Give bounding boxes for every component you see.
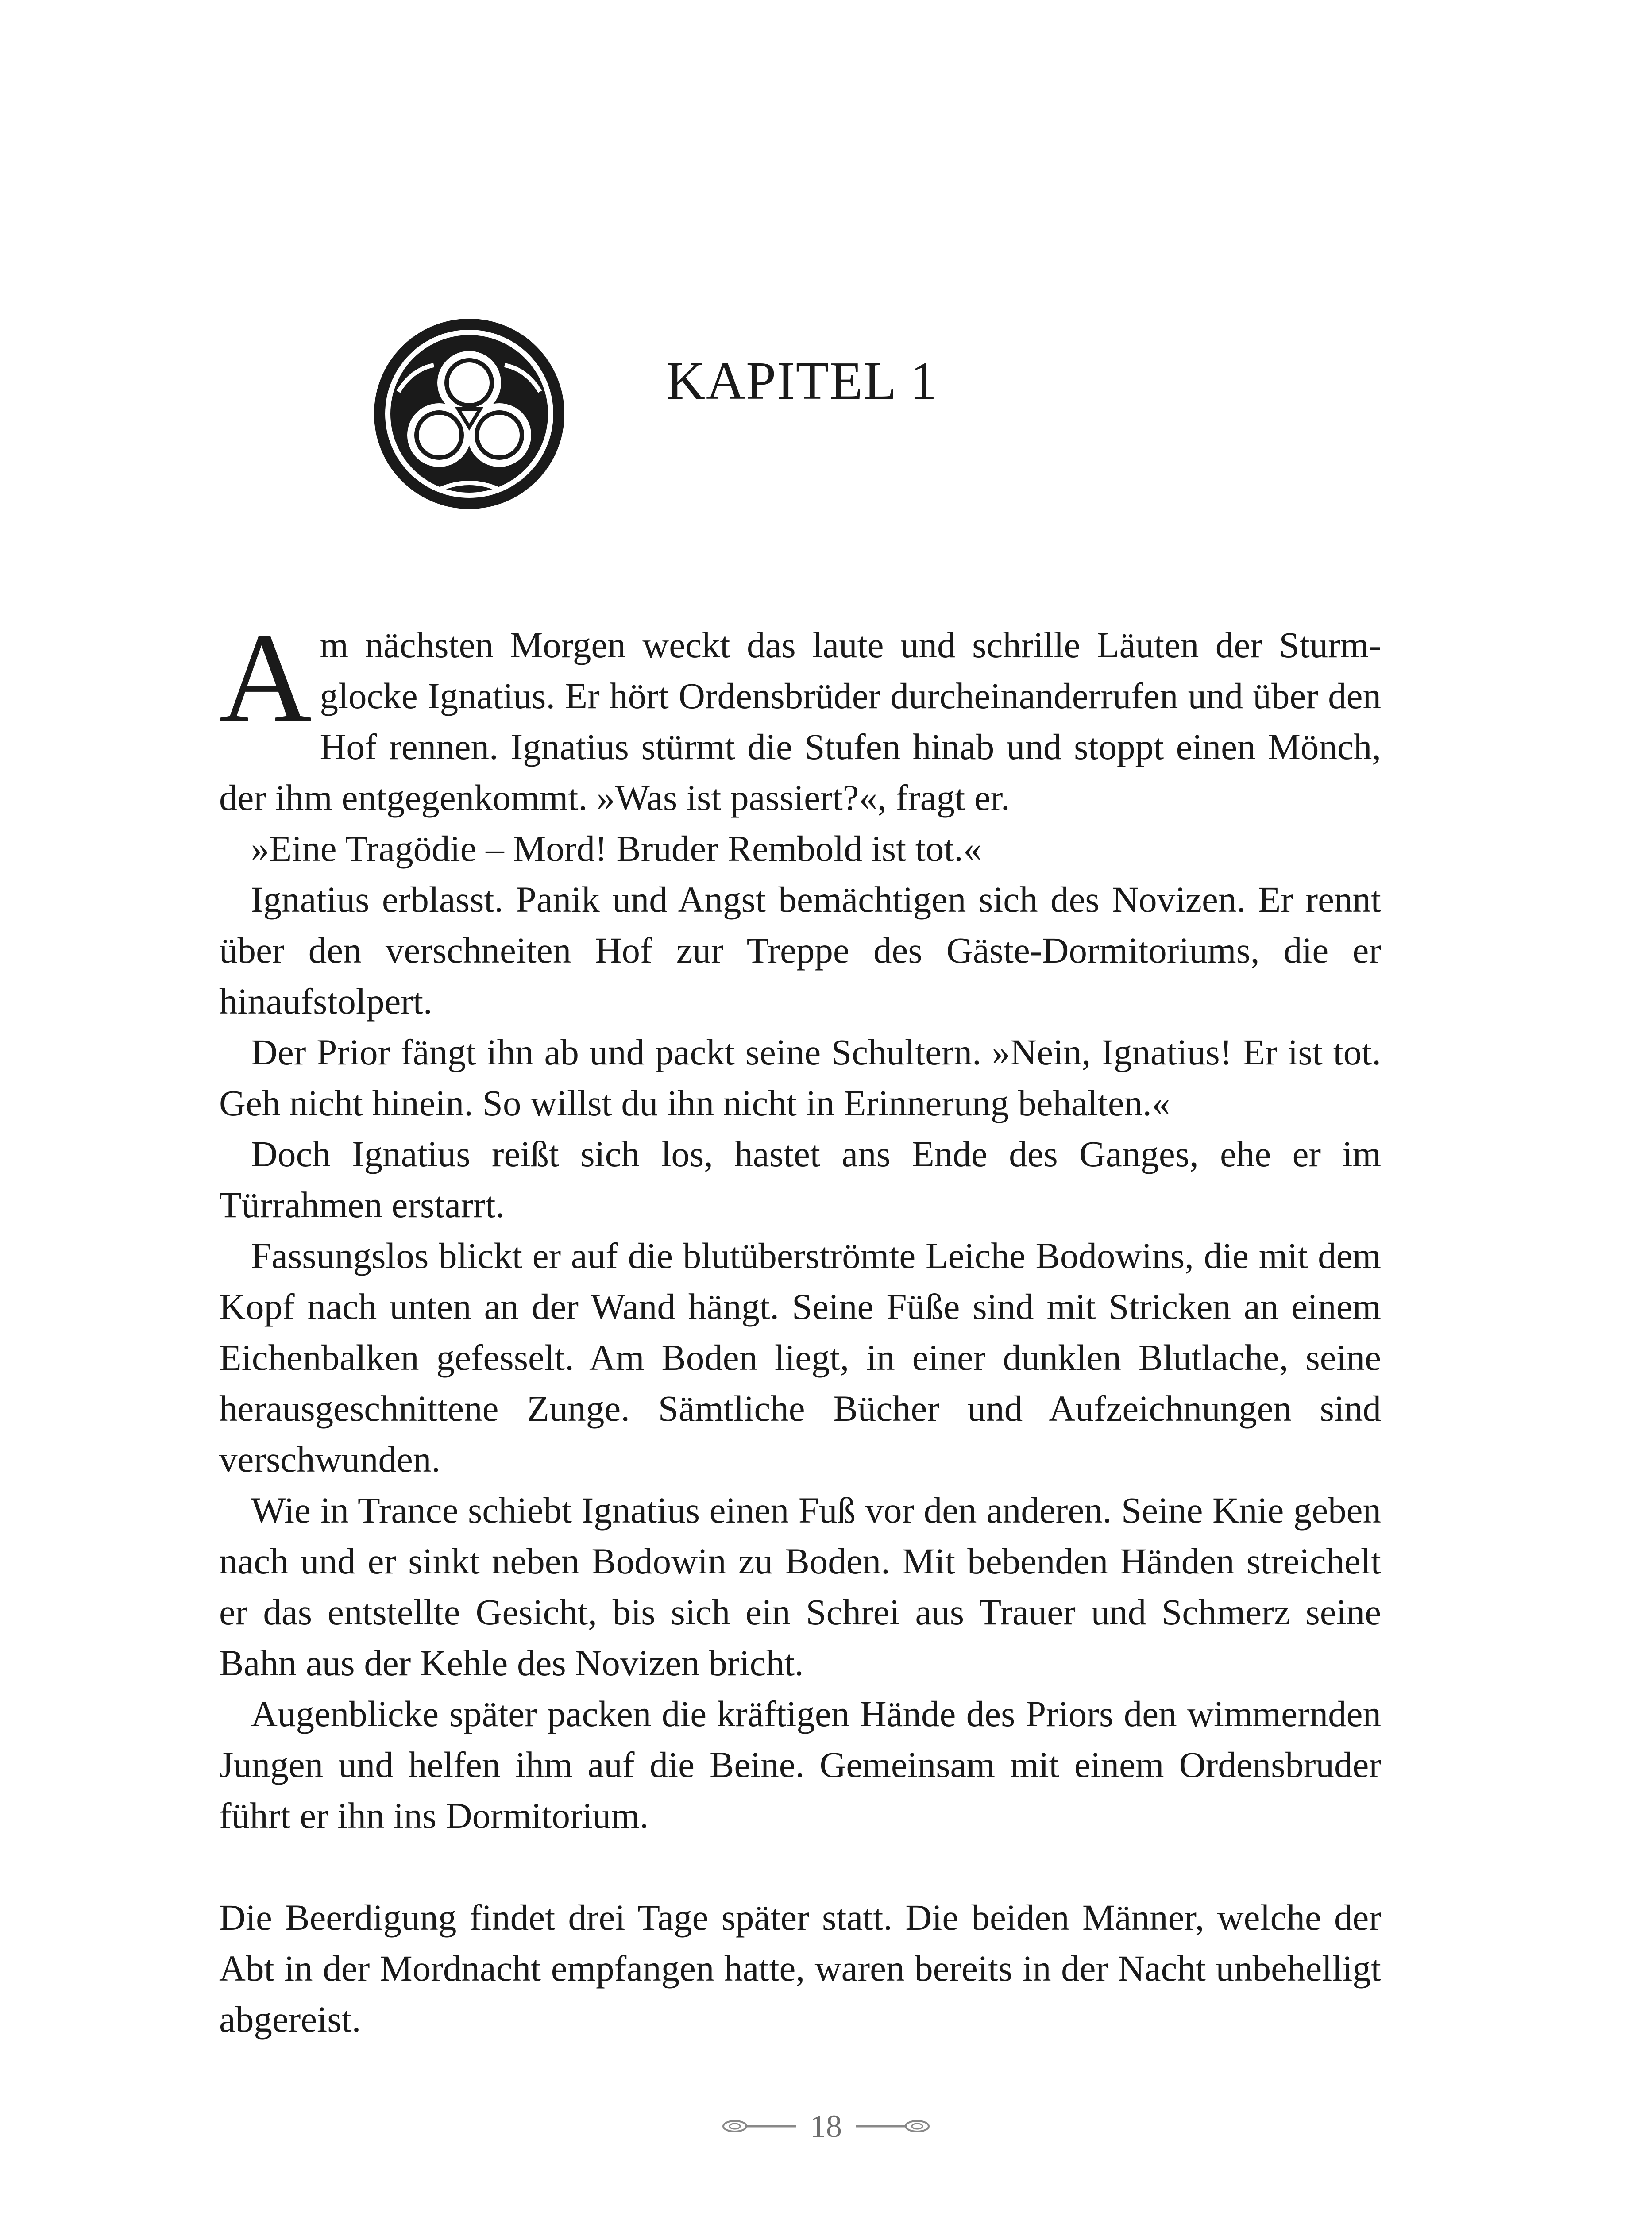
page-number: 18 [810, 2109, 842, 2144]
paragraph: Wie in Trance schiebt Ignatius einen Fuß vor den anderen. Seine Knie geben nach und er sinkt neben Bodowin zu Boden. Mit bebenden Händen streichelt er das entstellte Gesicht, bis sich ein Schrei aus Trauer und Schmerz seine Bahn aus der Kehle des Novizen bricht. [219, 1490, 1381, 1683]
paragraph: Ignatius erblasst. Panik und Angst bemächtigen sich des Novizen. Er rennt über den verschneiten Hof zur Treppe des Gäste-Dormitoriums, die er hinaufstolpert. [219, 879, 1381, 1022]
chapter-title: KAPITEL 1 [666, 351, 938, 411]
paragraph [219, 607, 1381, 823]
body-text [219, 607, 1381, 2045]
paragraph: Die Beerdigung findet drei Tage später statt. Die beiden Männer, welche der Abt in der Mordnacht empfangen hatte, waren bereits in der Nacht unbehelligt abgereist. [219, 1897, 1381, 2040]
chapter-emblem-icon [372, 316, 567, 511]
paragraph: Fassungslos blickt er auf die blutüberströmte Leiche Bodowins, die mit dem Kopf nach unten an der Wand hängt. Seine Füße sind mit Stricken an einem Eichenbalken gefesselt. Am Boden liegt, in einer dunklen Blutlache, seine herausgeschnittene Zunge. Sämtliche Bücher und Aufzeichnungen sind verschwunden. [219, 1235, 1381, 1480]
left-ornament-icon [722, 2117, 797, 2135]
paragraph: »Eine Tragödie – Mord! Bruder Rembold ist tot.« [251, 828, 982, 869]
paragraph: Doch Ignatius reißt sich los, hastet ans Ende des Ganges, ehe er im Türrahmen erstarrt. [219, 1133, 1381, 1225]
page-footer [0, 2110, 1652, 2142]
drop-cap: A [219, 607, 312, 749]
right-ornament-icon [855, 2117, 930, 2135]
paragraph: Augenblicke später packen die kräftigen Hände des Priors den wimmernden Jungen und helfen ihm auf die Beine. Gemeinsam mit einem Ordensbruder führt er ihn ins Dormitorium. [219, 1693, 1381, 1836]
paragraph-text: m nächsten Morgen weckt das laute und schrille Läuten der Sturmglocke Ignatius. Er hört Ordensbrüder durcheinanderrufen und über den Hof rennen. Ignatius stürmt die Stufen hinab und stoppt einen Mönch, der ihm entgegenkommt. »Was ist passiert?«, fragt er. [219, 625, 1381, 818]
paragraph: Der Prior fängt ihn ab und packt seine Schultern. »Nein, Ignatius! Er ist tot. Geh nicht hinein. So willst du ihn nicht in Erinnerung behalten.« [219, 1032, 1381, 1123]
